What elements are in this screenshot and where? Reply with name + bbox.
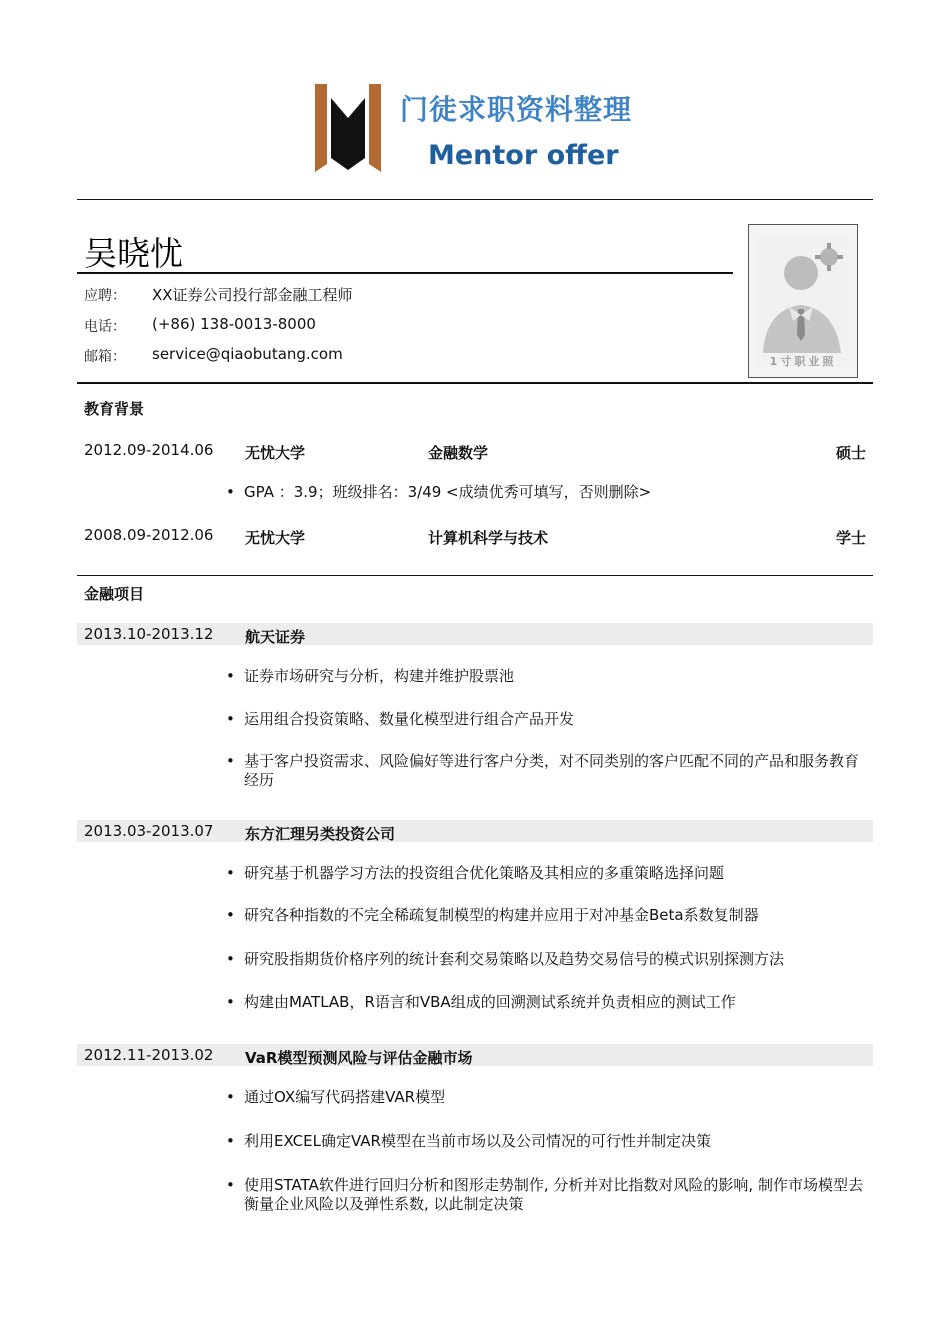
edu-degree: 硕士 [836, 444, 867, 462]
bullet-dot: • [226, 906, 235, 924]
project-bullet: 研究股指期货价格序列的统计套利交易策略以及趋势交易信号的模式识别探测方法 [244, 950, 785, 968]
header-divider [77, 199, 873, 200]
project-name: 东方汇理另类投资公司 [245, 825, 396, 843]
edu-major: 金融数学 [428, 444, 489, 462]
project-bullet: 构建由MATLAB，R语言和VBA组成的回溯测试系统并负责相应的测试工作 [244, 993, 736, 1011]
project-name: VaR模型预测风险与评估金融市场 [245, 1049, 473, 1067]
projects-title: 金融项目 [84, 585, 145, 603]
project-bullet: 通过OX编写代码搭建VAR模型 [244, 1088, 446, 1106]
edu-degree: 学士 [836, 529, 867, 547]
project-date: 2012.11-2013.02 [84, 1046, 214, 1064]
bullet-dot: • [226, 1088, 235, 1106]
phone-label: 电话： [84, 319, 126, 335]
project-date: 2013.03-2013.07 [84, 822, 214, 840]
project-bullet: 使用STATA软件进行回归分析和图形走势制作, 分析并对比指数对风险的影响, 制作市场模型去衡量企业风险以及弹性系数, 以此制定决策 [244, 1176, 863, 1213]
edu-note: GPA ：3.9；班级排名：3/49 <成绩优秀可填写，否则删除> [244, 483, 652, 501]
position-value: XX证券公司投行部金融工程师 [152, 286, 353, 304]
profile-divider [77, 382, 873, 384]
bullet-dot: • [226, 752, 235, 770]
bullet-dot: • [226, 1176, 235, 1194]
edu-date: 2008.09-2012.06 [84, 526, 214, 544]
brand-title-cn: 门徒求职资料整理 [400, 93, 633, 126]
project-bullet: 基于客户投资需求、风险偏好等进行客户分类，对不同类别的客户匹配不同的产品和服务教育经历 [244, 752, 860, 789]
logo-left-bar [315, 84, 327, 172]
education-divider [77, 575, 873, 576]
logo-center-shape [331, 98, 365, 170]
project-bullet: 研究各种指数的不完全稀疏复制模型的构建并应用于对冲基金Beta系数复制器 [244, 906, 759, 924]
email-value: service@qiaobutang.com [152, 345, 343, 363]
photo-caption: 1寸职业照 [769, 355, 837, 368]
bullet-dot: • [226, 993, 235, 1011]
bullet-dot: • [226, 950, 235, 968]
project-name: 航天证券 [245, 628, 306, 646]
bullet-dot: • [226, 1132, 235, 1150]
education-title: 教育背景 [84, 400, 145, 418]
logo-right-bar [369, 84, 381, 172]
bullet-dot: • [226, 667, 235, 685]
project-bullet: 利用EXCEL确定VAR模型在当前市场以及公司情况的可行性并制定决策 [244, 1132, 711, 1150]
project-bullet: 运用组合投资策略、数量化模型进行组合产品开发 [244, 710, 575, 728]
name-divider [77, 272, 733, 274]
project-bullet: 研究基于机器学习方法的投资组合优化策略及其相应的多重策略选择问题 [244, 864, 725, 882]
brand-title-en: Mentor offer [428, 140, 619, 171]
candidate-name: 吴晓忧 [84, 234, 183, 273]
project-date: 2013.10-2013.12 [84, 625, 214, 643]
edu-school: 无忧大学 [245, 529, 306, 547]
project-bullet: 证券市场研究与分析，构建并维护股票池 [244, 667, 515, 685]
edu-major: 计算机科学与技术 [428, 529, 549, 547]
edu-date: 2012.09-2014.06 [84, 441, 214, 459]
edu-school: 无忧大学 [245, 444, 306, 462]
email-label: 邮箱： [84, 349, 126, 365]
bullet-dot: • [226, 483, 235, 501]
phone-value: (+86) 138-0013-8000 [152, 315, 316, 333]
bullet-dot: • [226, 864, 235, 882]
bullet-dot: • [226, 710, 235, 728]
profile-photo [748, 224, 858, 378]
position-label: 应聘： [84, 288, 126, 304]
mentor-logo-icon [313, 84, 383, 174]
